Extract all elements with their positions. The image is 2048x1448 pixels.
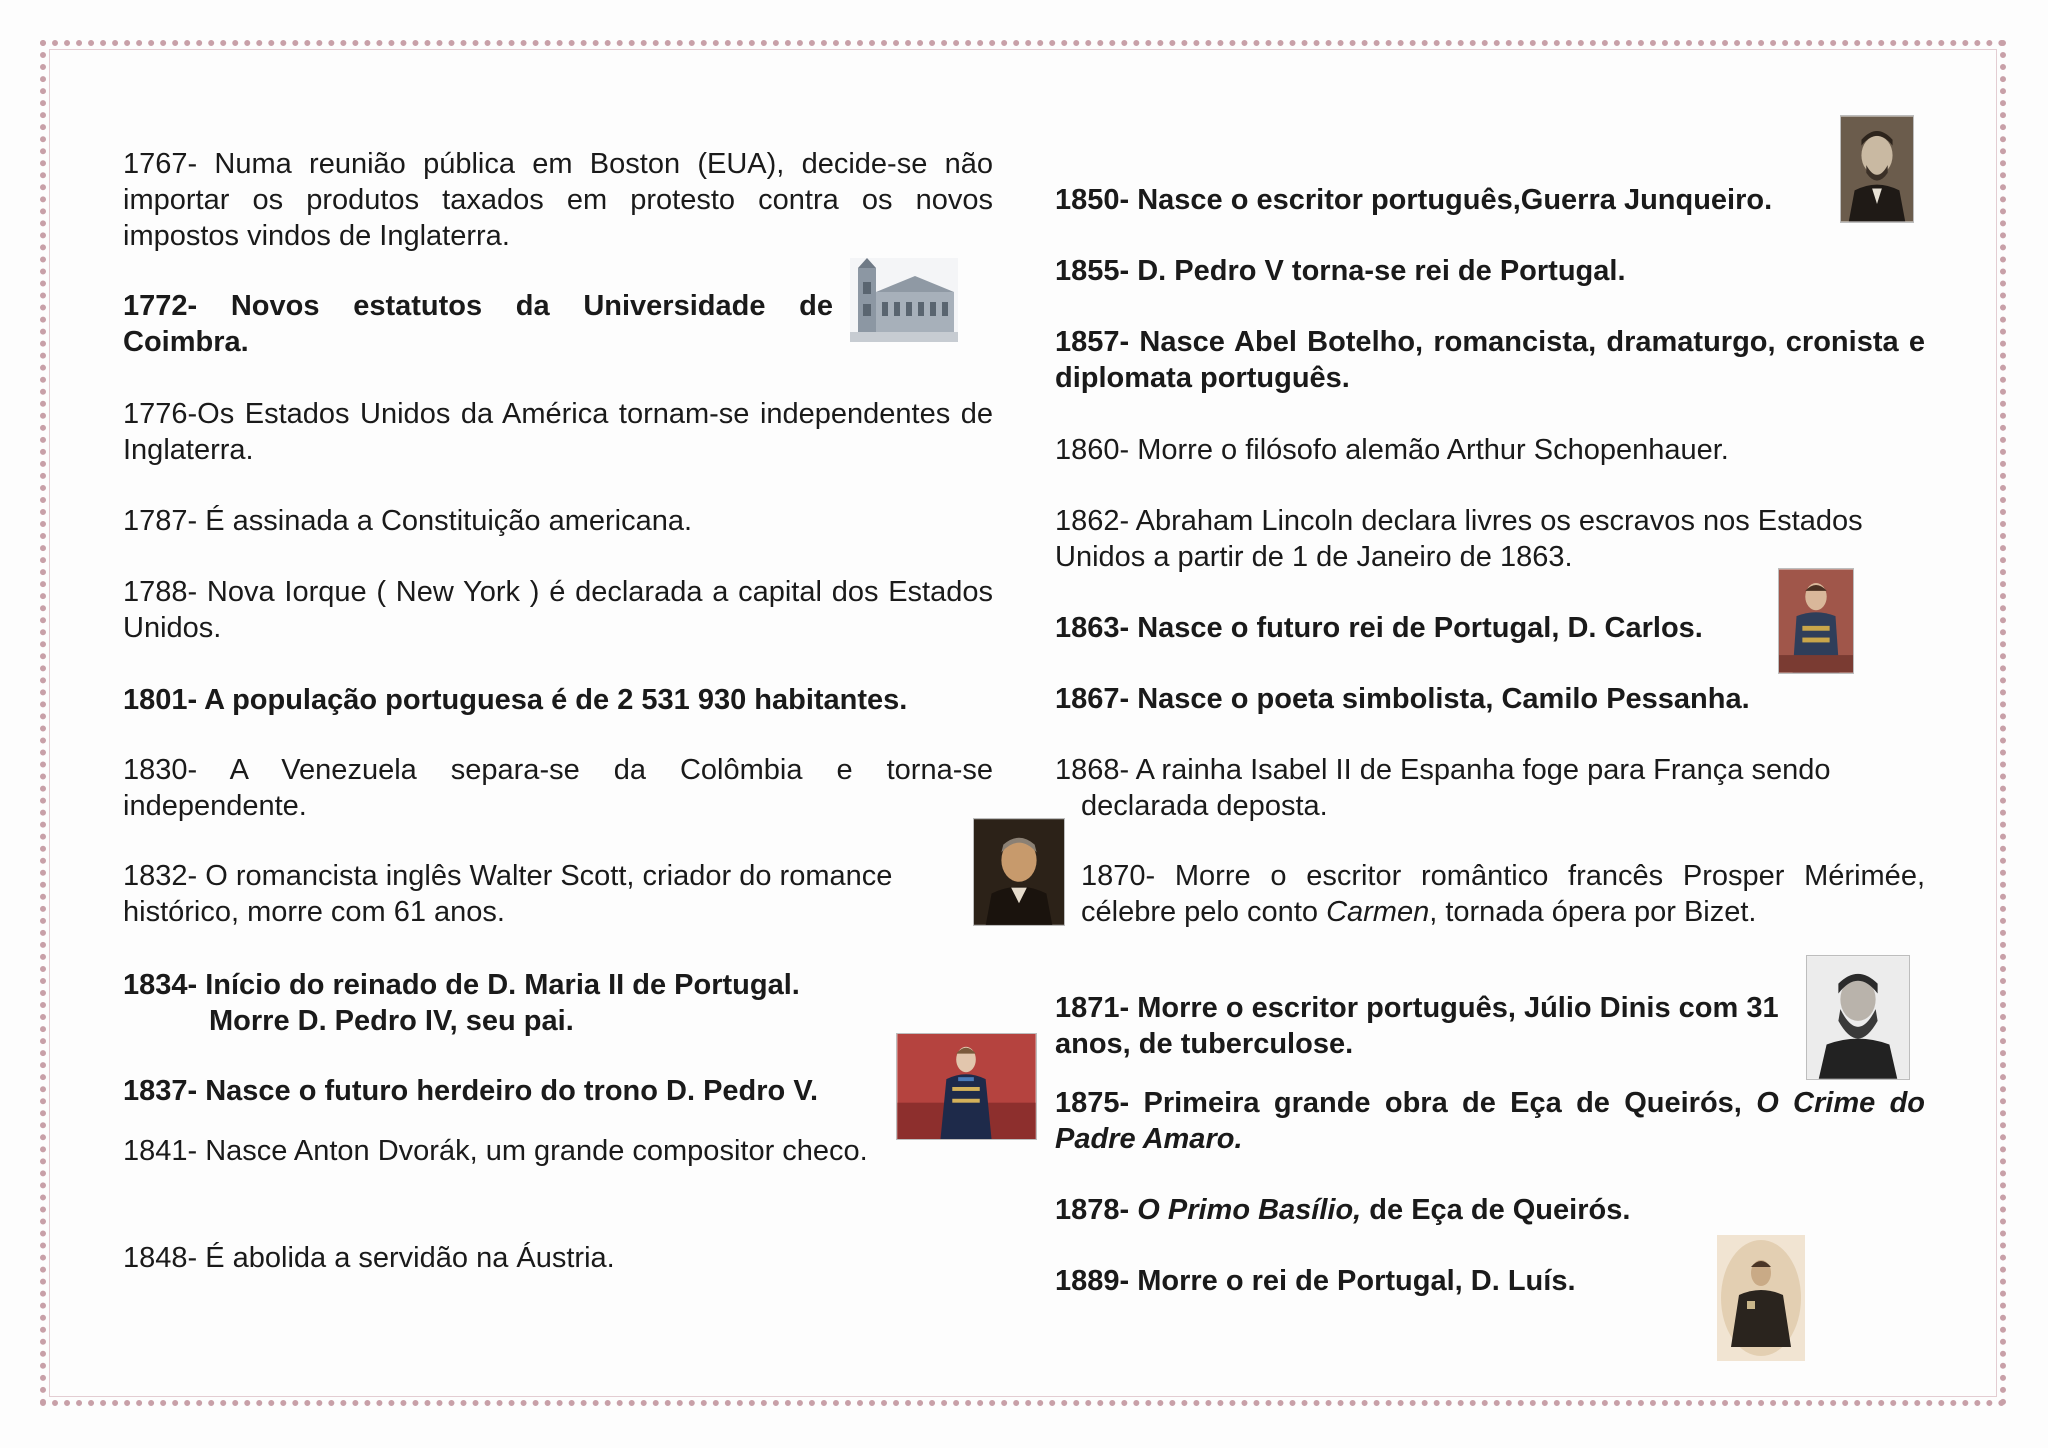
entry-1878 bbox=[1055, 1192, 1925, 1228]
entry-1868 bbox=[1055, 752, 1925, 824]
entry-1863: 1863- Nasce o futuro rei de Portugal, D. Carlos. bbox=[1055, 612, 1703, 644]
entry-1870-work: Carmen bbox=[1326, 896, 1430, 928]
entry-1875-text: 1875- Primeira grande obra de Eça de Queirós, bbox=[1055, 1087, 1757, 1119]
entry-1878-work: O Primo Basílio, bbox=[1137, 1194, 1362, 1226]
entry-1857: 1857- Nasce Abel Botelho, romancista, dramaturgo, cronista e diplomata português. bbox=[1055, 326, 1925, 394]
entry-1855: 1855- D. Pedro V torna-se rei de Portugal. bbox=[1055, 255, 1626, 287]
entry-1862: 1862- Abraham Lincoln declara livres os escravos nos Estados Unidos a partir de 1 de Janeiro de 1863. bbox=[1055, 505, 1863, 573]
entry-1850: 1850- Nasce o escritor português,Guerra Junqueiro. bbox=[1055, 184, 1773, 216]
entry-1889: 1889- Morre o rei de Portugal, D. Luís. bbox=[1055, 1265, 1576, 1297]
entry-1870-tail: , tornada ópera por Bizet. bbox=[1429, 896, 1757, 928]
entry-1767: 1767- Numa reunião pública em Boston (EUA), decide-se não importar os produtos taxados em protesto contra os novos impostos vindos de Inglaterra. bbox=[123, 148, 993, 252]
entry-1837: 1837- Nasce o futuro herdeiro do trono D. Pedro V. bbox=[123, 1075, 819, 1107]
entry-1875 bbox=[1055, 1085, 1925, 1157]
entry-1841: 1841- Nasce Anton Dvorák, um grande compositor checo. bbox=[123, 1135, 868, 1167]
entry-1772: 1772- Novos estatutos da Universidade de Coimbra. bbox=[123, 290, 833, 358]
portrait-d-pedro-v bbox=[896, 1033, 1037, 1140]
entry-1848: 1848- É abolida a servidão na Áustria. bbox=[123, 1242, 615, 1274]
entry-1788: 1788- Nova Iorque ( New York ) é declarada a capital dos Estados Unidos. bbox=[123, 576, 993, 644]
entry-1801: 1801- A população portuguesa é de 2 531 930 habitantes. bbox=[123, 684, 908, 716]
entry-1875-work: O Crime do Padre Amaro. bbox=[1055, 1087, 1925, 1155]
entry-1834-line1: 1834- Início do reinado de D. Maria II de Portugal. bbox=[123, 969, 800, 1001]
entry-1870-text: 1870- Morre o escritor romântico francês Prosper Mérimée, célebre pelo conto bbox=[1081, 860, 1925, 928]
entry-1776: 1776-Os Estados Unidos da América tornam-se independentes de Inglaterra. bbox=[123, 398, 993, 466]
entry-1830: 1830- A Venezuela separa-se da Colômbia e torna-se independente. bbox=[123, 754, 993, 822]
entry-1787: 1787- É assinada a Constituição americana. bbox=[123, 505, 693, 537]
entry-1868-line1: 1868- A rainha Isabel II de Espanha foge para França sendo bbox=[1055, 754, 1831, 786]
portrait-julio-dinis bbox=[1806, 955, 1910, 1080]
entry-1832: 1832- O romancista inglês Walter Scott, criador do romance histórico, morre com 61 anos. bbox=[123, 860, 893, 928]
portrait-d-carlos bbox=[1778, 568, 1854, 674]
entry-1878-tail: de Eça de Queirós. bbox=[1361, 1194, 1631, 1226]
entry-1868-line2: declarada deposta. bbox=[1081, 790, 1328, 822]
entry-1871: 1871- Morre o escritor português, Júlio Dinis com 31 anos, de tuberculose. bbox=[1055, 992, 1779, 1060]
entry-1867: 1867- Nasce o poeta simbolista, Camilo Pessanha. bbox=[1055, 683, 1750, 715]
entry-1870 bbox=[1081, 858, 1925, 930]
entry-1878-text: 1878- bbox=[1055, 1194, 1138, 1226]
entry-1834 bbox=[123, 967, 993, 1039]
entry-1834-line2: Morre D. Pedro IV, seu pai. bbox=[209, 1005, 574, 1037]
portrait-d-luis bbox=[1717, 1235, 1805, 1361]
portrait-walter-scott bbox=[973, 818, 1065, 926]
entry-1860: 1860- Morre o filósofo alemão Arthur Schopenhauer. bbox=[1055, 434, 1729, 466]
portrait-guerra-junqueiro bbox=[1840, 115, 1914, 223]
university-building-icon bbox=[850, 258, 958, 342]
